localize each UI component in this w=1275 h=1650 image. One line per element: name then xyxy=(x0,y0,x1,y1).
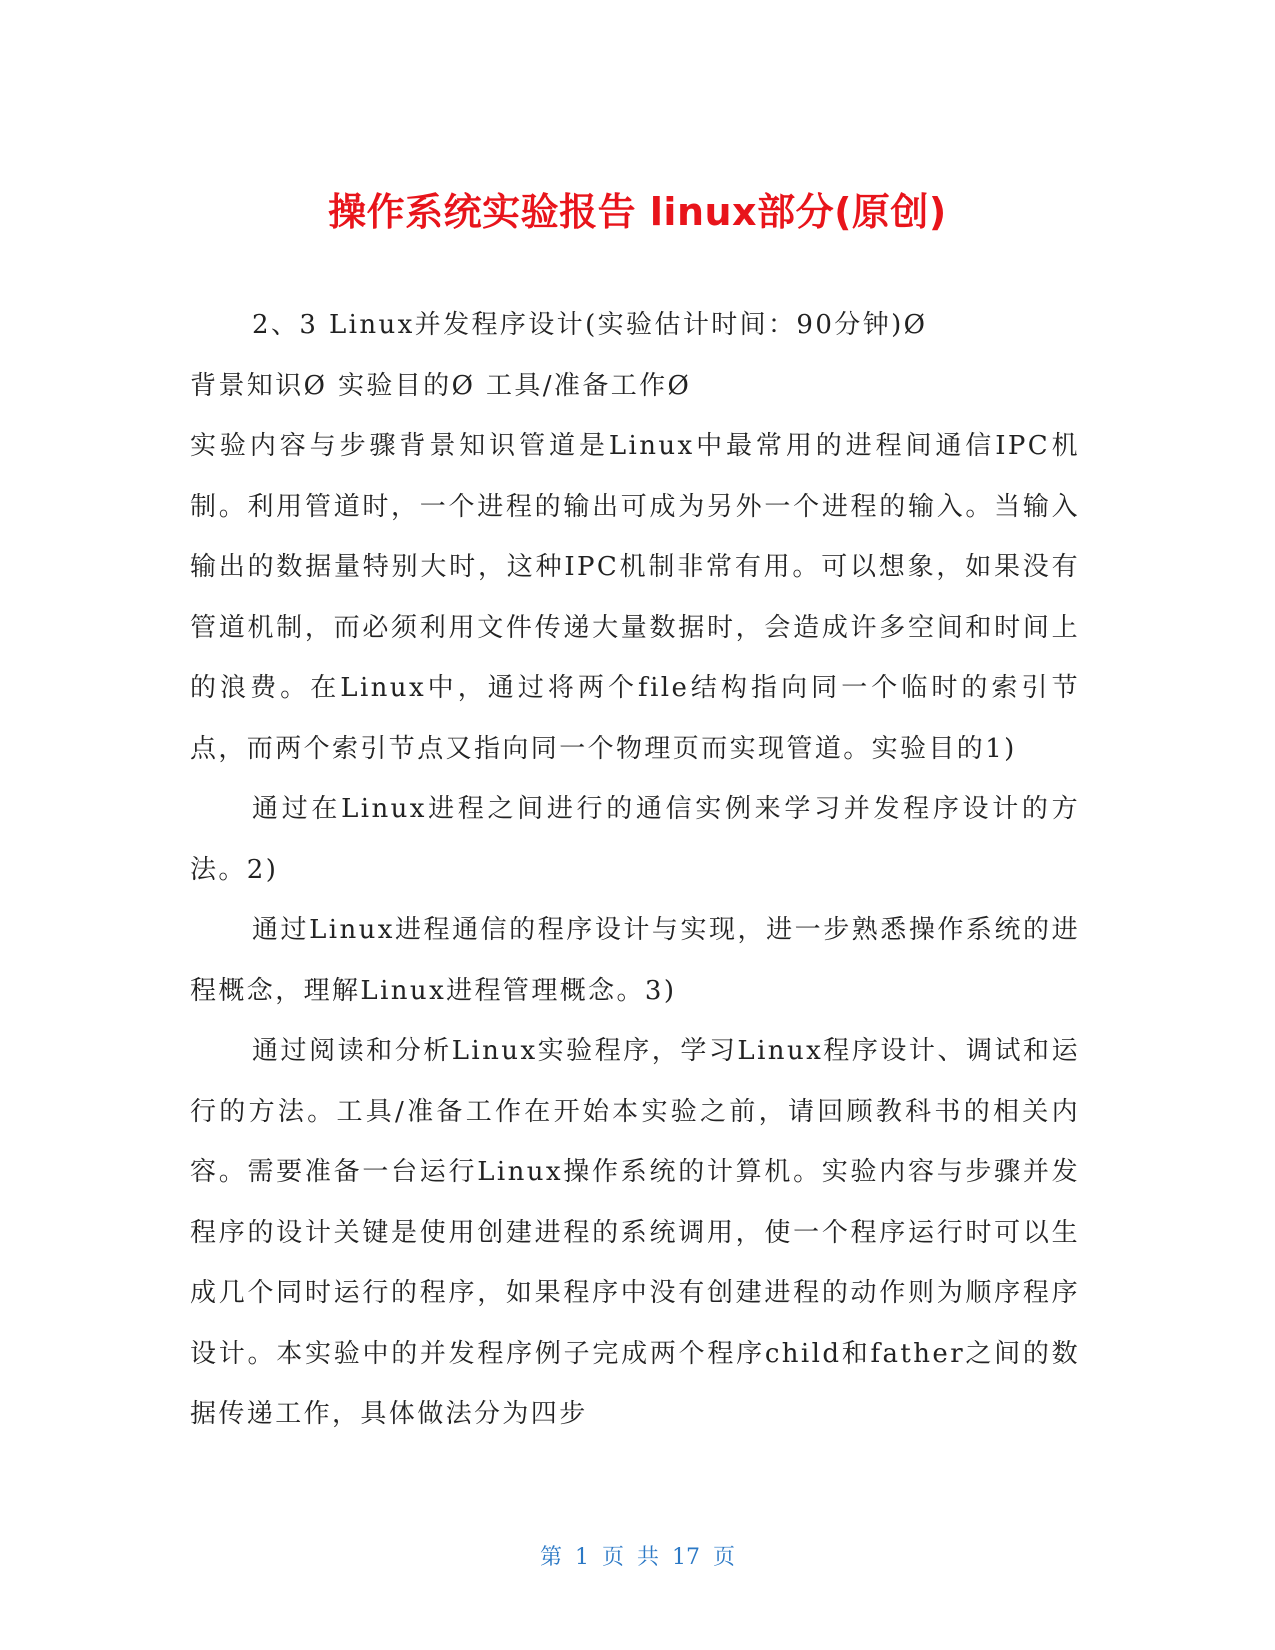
paragraph-background: 实验内容与步骤背景知识管道是Linux中最常用的进程间通信IPC机制。利用管道时，一个进程的输出可成为另外一个进程的输入。当输入输出的数据量特别大时，这种IPC机制非常有用。可以想象，如果没有管道机制，而必须利用文件传递大量数据时，会造成许多空间和时间上的浪费。在Linux中，通过将两个file结构指向同一个临时的索引节点，而两个索引节点又指向同一个物理页而实现管道。实验目的1) xyxy=(190,431,1080,764)
paragraph-goal-1: 通过在Linux进程之间进行的通信实例来学习并发程序设计的方法。2) xyxy=(190,794,1080,885)
document-body xyxy=(190,295,1080,1445)
page-number-footer: 第 1 页 共 17 页 xyxy=(540,1545,735,1570)
paragraph-outline: 背景知识Ø 实验目的Ø 工具/准备工作Ø xyxy=(190,370,692,401)
paragraph-section-heading: 2、3 Linux并发程序设计(实验估计时间：90分钟)Ø xyxy=(252,310,928,340)
paragraph-goal-2: 通过Linux进程通信的程序设计与实现，进一步熟悉操作系统的进程概念，理解Linux进程管理概念。3) xyxy=(190,915,1080,1006)
document-title: 操作系统实验报告 linux部分(原创) xyxy=(328,190,947,235)
paragraph-goal-3: 通过阅读和分析Linux实验程序，学习Linux程序设计、调试和运行的方法。工具/准备工作在开始本实验之前，请回顾教科书的相关内容。需要准备一台运行Linux操作系统的计算机。实验内容与步骤并发程序的设计关键是使用创建进程的系统调用，使一个程序运行时可以生成几个同时运行的程序，如果程序中没有创建进程的动作则为顺序程序设计。本实验中的并发程序例子完成两个程序child和father之间的数据传递工作，具体做法分为四步 xyxy=(190,1036,1080,1429)
